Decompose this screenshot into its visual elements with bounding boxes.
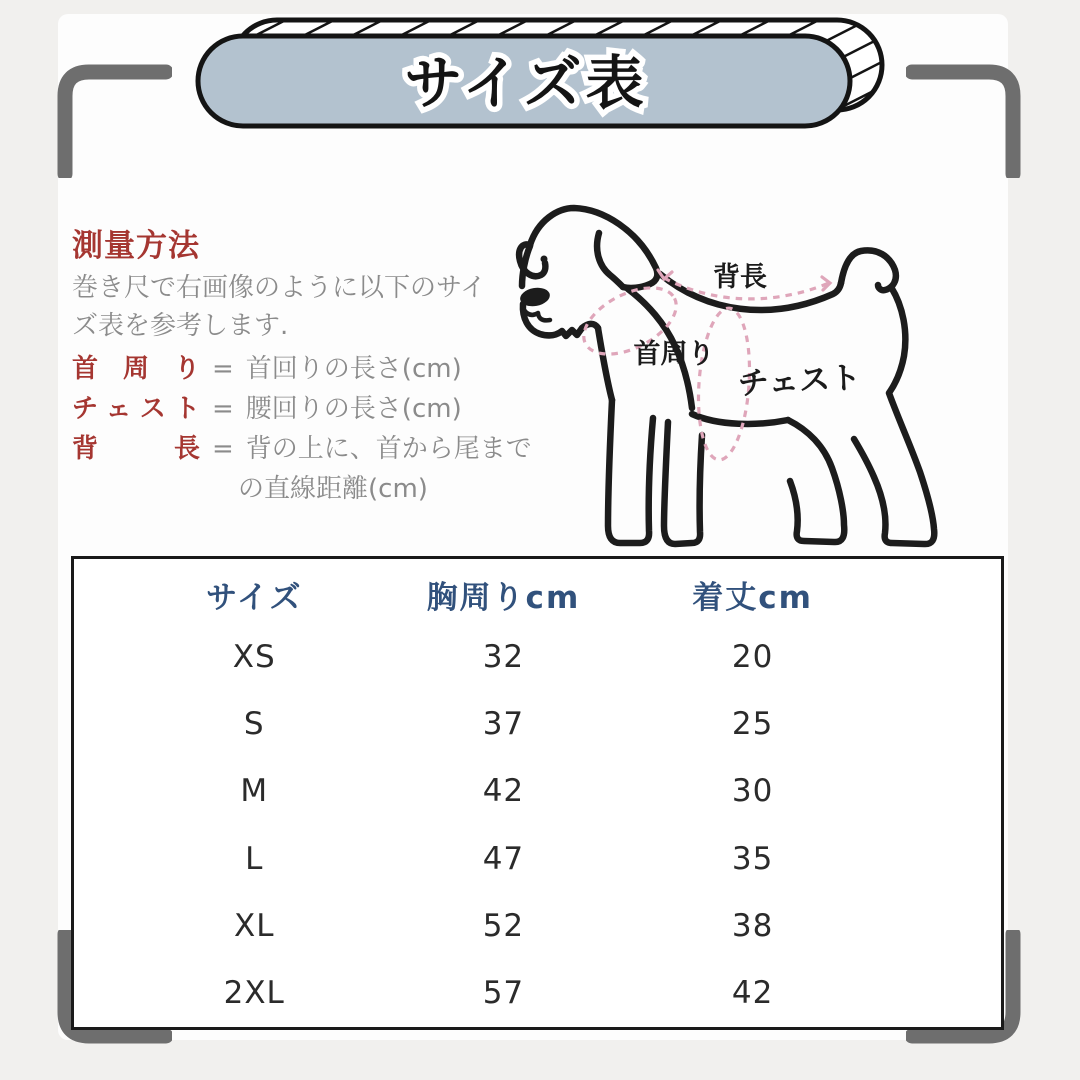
header-length: 着丈cm xyxy=(692,579,813,616)
cell-size: XL xyxy=(233,907,275,944)
table-row xyxy=(74,825,1001,892)
term-chest-label: チェスト xyxy=(72,394,200,424)
page-title: サイズ表 xyxy=(404,49,648,117)
table-row xyxy=(74,758,1001,825)
intro-line-2: ズ表を参考します. xyxy=(72,311,289,341)
term-neck-desc: 首回りの長さ(cm) xyxy=(245,354,462,384)
table-row xyxy=(74,960,1001,1027)
corner-bracket-top-left-icon xyxy=(56,62,172,178)
cell-size: 2XL xyxy=(223,975,285,1012)
dog-outline xyxy=(519,208,934,544)
measurement-terms xyxy=(72,349,532,509)
table-row xyxy=(74,623,1001,690)
term-back-desc: 背の上に、首から尾まで xyxy=(245,434,532,464)
intro-line-1: 巻き尺で右画像のように以下のサイ xyxy=(72,273,487,303)
cell-size: M xyxy=(240,773,269,810)
diagram-neck-label: 首周り xyxy=(633,339,715,370)
size-table-header-row xyxy=(74,565,1001,623)
corner-bracket-top-right-icon xyxy=(906,62,1022,178)
title-banner xyxy=(194,16,888,130)
cell-chest: 32 xyxy=(482,638,525,675)
dog-measurement-diagram xyxy=(478,182,1018,562)
cell-size: S xyxy=(243,705,265,742)
cell-chest: 57 xyxy=(482,975,525,1012)
term-chest xyxy=(72,389,532,429)
measurement-intro xyxy=(72,269,502,345)
cell-chest: 37 xyxy=(482,705,525,742)
table-row xyxy=(74,690,1001,757)
cell-length: 35 xyxy=(731,840,774,877)
diagram-back-label: 背長 xyxy=(713,262,767,293)
diagram-chest-label: チェスト xyxy=(737,359,862,403)
cell-length: 20 xyxy=(731,638,774,675)
header-chest: 胸周りcm xyxy=(426,579,581,616)
term-back-desc-line2: の直線距離(cm) xyxy=(238,474,428,504)
cell-length: 30 xyxy=(731,773,774,810)
cell-length: 42 xyxy=(731,975,774,1012)
cell-length: 25 xyxy=(731,705,774,742)
term-back-label: 背長 xyxy=(72,434,200,464)
cell-chest: 47 xyxy=(482,840,525,877)
cell-length: 38 xyxy=(731,907,774,944)
term-chest-desc: 腰回りの長さ(cm) xyxy=(245,394,462,424)
term-neck xyxy=(72,349,532,389)
term-back-length xyxy=(72,429,532,469)
term-neck-label: 首周り xyxy=(72,354,200,384)
header-size: サイズ xyxy=(205,579,303,616)
dog-eye xyxy=(541,256,548,263)
equals-sign: = xyxy=(212,394,234,424)
table-row xyxy=(74,892,1001,959)
cell-chest: 52 xyxy=(482,907,525,944)
equals-sign: = xyxy=(212,434,234,464)
equals-sign: = xyxy=(212,354,234,384)
cell-chest: 42 xyxy=(482,773,525,810)
cell-size: L xyxy=(245,840,264,877)
cell-size: XS xyxy=(232,638,276,675)
measurement-method-heading: 測量方法 xyxy=(72,228,200,264)
size-table xyxy=(71,556,1004,1030)
